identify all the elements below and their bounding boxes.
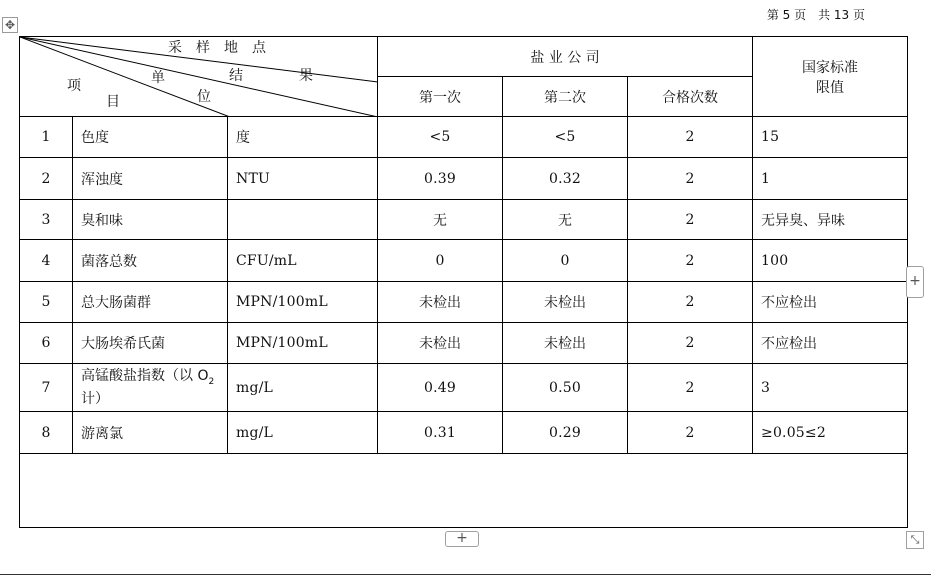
limit-value: 100 — [753, 240, 908, 282]
second-result: <5 — [503, 117, 628, 158]
table-row — [20, 412, 908, 454]
pass-count: 2 — [628, 412, 753, 454]
page-bottom-divider — [0, 574, 931, 575]
sub-header-pass-count: 合格次数 — [628, 77, 753, 117]
sub-header-second: 第二次 — [503, 77, 628, 117]
item-name: 游离氯 — [73, 412, 228, 454]
page-header — [767, 6, 865, 23]
pass-count: 2 — [628, 158, 753, 200]
unit-cell: NTU — [228, 158, 378, 200]
water-quality-table — [19, 36, 908, 528]
row-number: 1 — [20, 117, 73, 158]
item-label-2: 目 — [106, 94, 120, 110]
second-result: 0.29 — [503, 412, 628, 454]
unit-cell: MPN/100mL — [228, 323, 378, 364]
second-result: 未检出 — [503, 282, 628, 323]
unit-cell — [228, 200, 378, 240]
diagonal-header-cell — [20, 37, 378, 117]
row-number: 7 — [20, 364, 73, 412]
group-header-cell: 盐 业 公 司 — [378, 37, 753, 77]
item-name: 总大肠菌群 — [73, 282, 228, 323]
result-label: 结 果 — [229, 68, 313, 84]
second-result: 0 — [503, 240, 628, 282]
item-name: 菌落总数 — [73, 240, 228, 282]
first-result: 0.39 — [378, 158, 503, 200]
unit-label-2: 位 — [197, 89, 211, 105]
item-name-tail: 计） — [81, 391, 109, 408]
pass-count: 2 — [628, 240, 753, 282]
first-result: 无 — [378, 200, 503, 240]
limit-value: ≥0.05≤2 — [753, 412, 908, 454]
table-row — [20, 364, 908, 412]
item-name: 浑浊度 — [73, 158, 228, 200]
unit-cell: CFU/mL — [228, 240, 378, 282]
empty-area-cell — [20, 454, 908, 528]
unit-cell: MPN/100mL — [228, 282, 378, 323]
row-number: 3 — [20, 200, 73, 240]
table-row — [20, 323, 908, 364]
pass-count: 2 — [628, 364, 753, 412]
second-result: 0.50 — [503, 364, 628, 412]
table-row — [20, 200, 908, 240]
item-name-subscript: 2 — [208, 376, 215, 387]
row-number: 4 — [20, 240, 73, 282]
table-row — [20, 282, 908, 323]
page-number: 第 5 页 — [766, 8, 807, 22]
pass-count: 2 — [628, 323, 753, 364]
first-result: 0 — [378, 240, 503, 282]
standard-header-line-1: 国家标准 — [802, 59, 859, 76]
unit-label-1: 单 — [151, 70, 165, 86]
first-result: 未检出 — [378, 323, 503, 364]
second-result: 无 — [503, 200, 628, 240]
table-row — [20, 158, 908, 200]
limit-value: 不应检出 — [753, 323, 908, 364]
table-row — [20, 117, 908, 158]
pass-count: 2 — [628, 117, 753, 158]
first-result: 未检出 — [378, 282, 503, 323]
unit-cell: 度 — [228, 117, 378, 158]
insert-row-plus-icon[interactable]: + — [445, 531, 479, 547]
row-number: 5 — [20, 282, 73, 323]
sub-header-first: 第一次 — [378, 77, 503, 117]
sampling-site-label: 采 样 地 点 — [168, 40, 266, 56]
item-name: 色度 — [73, 117, 228, 158]
second-result: 0.32 — [503, 158, 628, 200]
pass-count: 2 — [628, 200, 753, 240]
limit-value: 15 — [753, 117, 908, 158]
item-name-main: 高锰酸盐指数（以 O — [81, 367, 209, 384]
limit-value: 不应检出 — [753, 282, 908, 323]
row-number: 8 — [20, 412, 73, 454]
move-arrows-icon[interactable]: ✥ — [2, 17, 18, 33]
item-name: 臭和味 — [73, 200, 228, 240]
total-pages: 共 13 页 — [818, 8, 865, 22]
limit-value: 无异臭、异味 — [753, 200, 908, 240]
pass-count: 2 — [628, 282, 753, 323]
first-result: 0.49 — [378, 364, 503, 412]
first-result: 0.31 — [378, 412, 503, 454]
item-name: 大肠埃希氏菌 — [73, 323, 228, 364]
unit-cell: mg/L — [228, 412, 378, 454]
item-label-1: 项 — [67, 78, 81, 94]
standard-header-line-2: 限值 — [816, 79, 845, 96]
first-result: <5 — [378, 117, 503, 158]
unit-cell: mg/L — [228, 364, 378, 412]
table-row — [20, 240, 908, 282]
resize-diagonal-icon[interactable]: ⤡ — [906, 531, 924, 549]
row-number: 6 — [20, 323, 73, 364]
second-result: 未检出 — [503, 323, 628, 364]
limit-value: 1 — [753, 158, 908, 200]
row-number: 2 — [20, 158, 73, 200]
item-name — [73, 364, 228, 412]
standard-header-cell — [753, 37, 908, 117]
empty-row — [20, 454, 908, 528]
insert-column-plus-icon[interactable]: + — [906, 266, 924, 298]
limit-value: 3 — [753, 364, 908, 412]
